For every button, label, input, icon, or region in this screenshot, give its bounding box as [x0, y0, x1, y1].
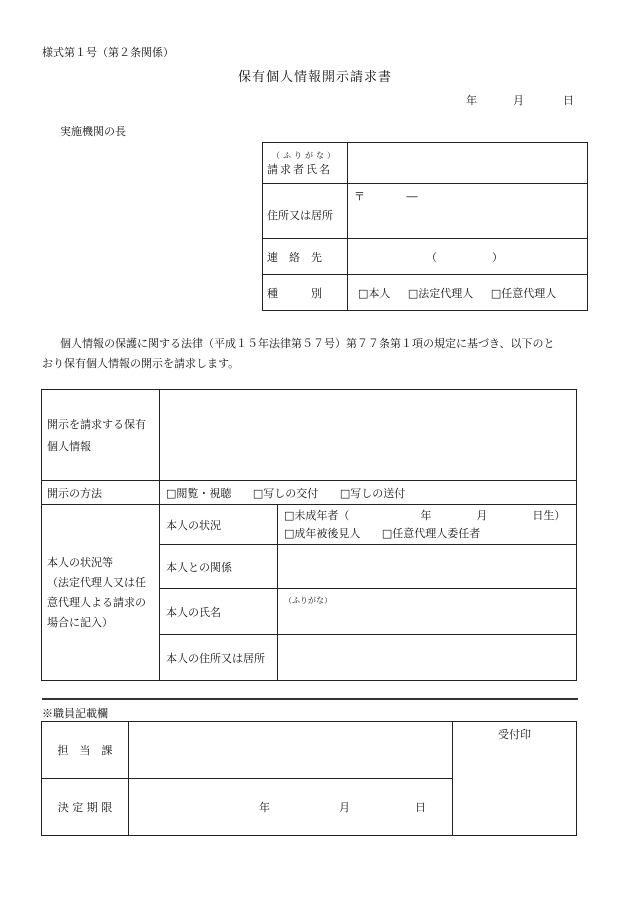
status-option-minor[interactable]: □未成年者（	[284, 508, 350, 522]
person-status-options	[278, 505, 577, 545]
method-label-cell	[42, 481, 160, 505]
type-option-self[interactable]: □本人	[358, 286, 391, 300]
status-group-line-3: 意代理人よる請求の	[47, 595, 146, 609]
deadline-day-label: 日	[415, 801, 426, 814]
requester-address-field[interactable]	[348, 184, 588, 239]
minor-month-label: 月	[476, 508, 488, 522]
date-month-label: 月	[513, 94, 524, 107]
postal-mark: 〒	[354, 190, 365, 203]
minor-day-label: 日生）	[532, 508, 566, 522]
info-label-cell	[42, 390, 160, 481]
method-option-view[interactable]: □閲覧・視聴	[166, 486, 232, 500]
relation-field[interactable]	[278, 545, 577, 589]
info-label-line-1: 開示を請求する保有	[47, 418, 146, 431]
requester-address-label: 住所又は居所	[267, 209, 333, 222]
type-option-voluntary-proxy[interactable]: □任意代理人	[490, 286, 557, 300]
type-options	[348, 275, 588, 311]
status-option-voluntary-principal[interactable]: □任意代理人委任者	[381, 526, 481, 540]
statement-line-1: 個人情報の保護に関する法律（平成１５年法律第５７号）第７７条第１項の規定に基づき、以下のと	[60, 337, 555, 350]
minor-year-label: 年	[420, 508, 432, 522]
type-label: 種 別	[267, 286, 322, 300]
deadline-year-label: 年	[259, 801, 270, 814]
method-option-copy-send[interactable]: □写しの送付	[339, 486, 406, 500]
requester-name-label: 請求者氏名	[267, 162, 332, 176]
status-group-line-4: 場合に記入）	[47, 615, 113, 629]
dept-label-cell	[42, 722, 129, 779]
person-address-field[interactable]	[278, 635, 577, 681]
deadline-label: 決 定 期 限	[57, 801, 113, 814]
person-status-label-cell	[160, 505, 278, 545]
main-table	[41, 389, 577, 681]
person-address-label: 本人の住所又は居所	[166, 651, 265, 665]
requester-table	[262, 142, 588, 311]
contact-field[interactable]	[348, 239, 588, 275]
status-option-adult-ward[interactable]: □成年被後見人	[284, 526, 361, 540]
name-label-cell	[263, 143, 348, 184]
method-options	[160, 481, 577, 505]
staff-table	[41, 721, 577, 836]
contact-label-cell	[263, 239, 348, 275]
person-name-field[interactable]	[278, 589, 577, 635]
dept-field[interactable]	[129, 722, 453, 779]
status-group-line-2: （法定代理人又は任	[47, 575, 146, 589]
contact-paren: （ ）	[426, 250, 503, 264]
receipt-stamp-cell	[453, 722, 577, 836]
person-address-label-cell	[160, 635, 278, 681]
person-name-label-cell	[160, 589, 278, 635]
type-option-legal-proxy[interactable]: □法定代理人	[407, 286, 474, 300]
statement-line-2: おり保有個人情報の開示を請求します。	[42, 357, 240, 370]
person-furigana-label: （ふりがな）	[284, 596, 332, 605]
type-label-cell	[263, 275, 348, 311]
form-number: 様式第１号（第２条関係）	[42, 46, 174, 59]
dept-label: 担 当 課	[57, 744, 113, 757]
deadline-label-cell	[42, 779, 129, 836]
addressee: 実施機関の長	[60, 125, 126, 138]
info-field[interactable]	[160, 390, 577, 481]
requester-name-field[interactable]	[348, 143, 588, 184]
relation-label: 本人との関係	[166, 560, 232, 574]
deadline-field[interactable]	[129, 779, 453, 836]
person-status-label: 本人の状況	[166, 518, 221, 532]
method-option-copy-deliver[interactable]: □写しの交付	[252, 486, 319, 500]
postal-dash: ―	[406, 190, 418, 203]
address-label-cell	[263, 184, 348, 239]
relation-label-cell	[160, 545, 278, 589]
deadline-month-label: 月	[339, 801, 350, 814]
method-label: 開示の方法	[47, 486, 102, 500]
staff-section-label: ※職員記載欄	[42, 707, 108, 720]
info-label-line-2: 個人情報	[47, 440, 91, 453]
person-name-label: 本人の氏名	[166, 605, 221, 619]
date-day-label: 日	[563, 94, 574, 107]
receipt-label: 受付印	[498, 728, 531, 741]
furigana-label: （ふりがな）	[272, 150, 338, 160]
date-year-label: 年	[466, 94, 477, 107]
section-separator	[42, 698, 578, 700]
status-group-cell	[42, 505, 160, 681]
form-title: 保有個人情報開示請求書	[237, 70, 392, 85]
contact-label: 連 絡 先	[267, 250, 322, 264]
status-group-line-1: 本人の状況等	[47, 555, 113, 569]
